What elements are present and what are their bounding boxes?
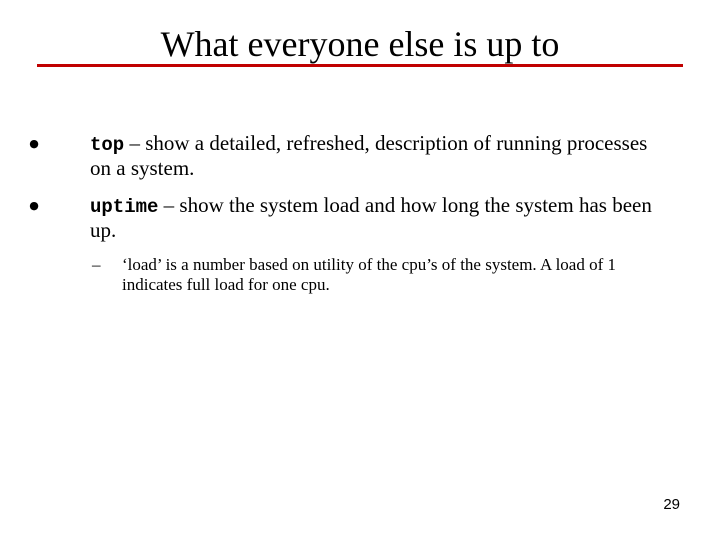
bullet-item-uptime bbox=[29, 193, 670, 242]
command-name: top bbox=[90, 134, 125, 156]
command-name: uptime bbox=[90, 196, 159, 218]
bullet-marker: ● bbox=[29, 199, 39, 212]
sub-bullet-marker: – bbox=[92, 255, 101, 274]
sub-bullet-load bbox=[92, 255, 662, 295]
title-underline bbox=[37, 64, 683, 67]
bullet-item-top bbox=[29, 131, 670, 180]
sub-bullet-text: ‘load’ is a number based on utility of the cpu’s of the system. A load of 1 indicates full load for one cpu. bbox=[122, 255, 617, 294]
bullet-text: – show the system load and how long the system has been up. bbox=[90, 193, 652, 242]
bullet-text: – show a detailed, refreshed, description of running processes on a system. bbox=[90, 131, 648, 180]
bullet-marker: ● bbox=[29, 137, 39, 150]
page-number: 29 bbox=[663, 496, 680, 513]
slide-title: What everyone else is up to bbox=[160, 24, 560, 64]
